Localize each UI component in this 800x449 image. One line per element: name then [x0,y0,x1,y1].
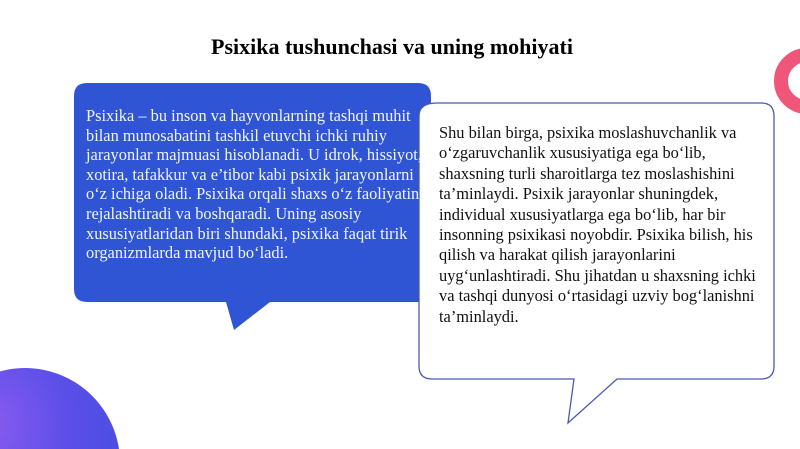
slide-title-text: Psixika tushunchasi va uning mohiyati [211,34,573,59]
left-bubble-text: Psixika – bu inson va hayvonlarning tashqi muhit bilan munosabatini tashkil etuvchi ichki ruhiy jarayonlar majmuasi hisoblanadi. U idrok, hissiyot, xotira, tafakkur va e’tibor kabi psixik jarayonlarni o‘z ichiga oladi. Psixika orqali shaxs o‘z faoliyatini rejalashtiradi va boshqaradi. Uning asosiy xususiyatlaridan biri shundaki, psixika faqat tirik organizmlarda mavjud bo‘ladi. [86,106,424,263]
right-bubble-text: Shu bilan birga, psixika moslashuvchanlik va o‘zgaruvchanlik xususiyatiga ega bo‘lib, shaxsning turli sharoitlarga tez moslashishini ta’minlaydi. Psixik jarayonlar shuningdek, individual xususiyatlarga ega bo‘lib, har bir insonning psixikasi noyobdir. Psixika bilish, his qilish va harakat qilish jarayonlarini uyg‘unlashtiradi. Shu jihatdan u shaxsning ichki va tashqi dunyosi o‘rtasidagi uzviy bog‘lanishni ta’minlaydi. [439,123,756,326]
